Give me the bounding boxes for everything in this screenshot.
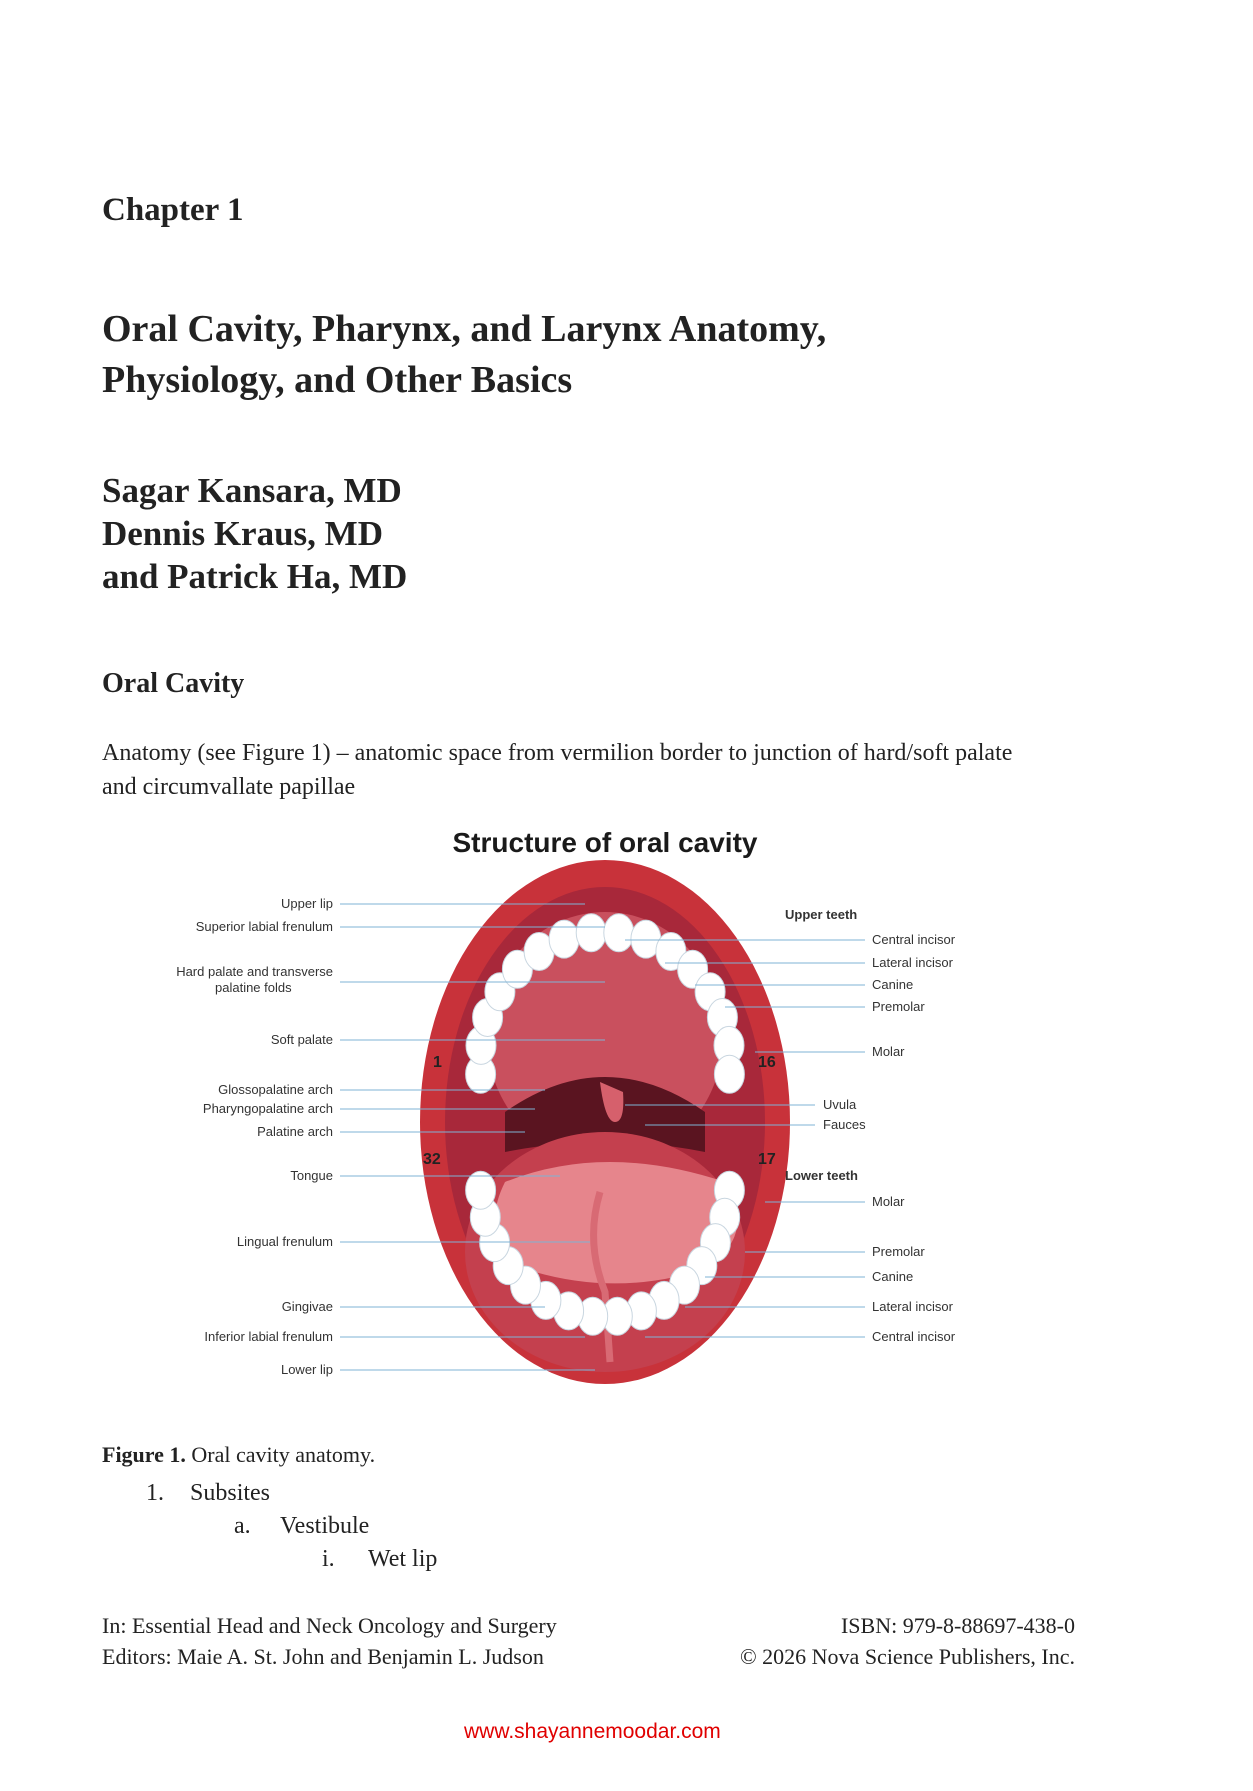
upper-teeth-heading: Upper teeth [785,907,858,922]
label-upper-canine: Canine [872,977,914,992]
label-inferior-labial-frenulum: Inferior labial frenulum [204,1329,333,1344]
caption-text: Oral cavity anatomy. [185,1442,376,1467]
label-palatine-arch: Palatine arch [257,1124,333,1139]
tooth [714,1055,744,1093]
label-upper-central-incisor: Central incisor [872,932,956,947]
label-upper-lip: Upper lip [280,896,333,911]
list-item: Wet lip [368,1546,438,1572]
footer-line: Editors: Maie A. St. John and Benjamin L. Judson [102,1644,544,1669]
label-upper-premolar: Premolar [872,999,925,1014]
tooth [549,920,579,958]
list-marker: i. [322,1546,335,1572]
label-gingivae: Gingivae [281,1299,333,1314]
author: and Patrick Ha, MD [102,557,408,596]
label-lingual-frenulum: Lingual frenulum [236,1234,333,1249]
label-fauces: Fauces [823,1117,866,1132]
footer-line: ISBN: 979-8-88697-438-0 [840,1613,1075,1638]
label-glossopalatine-arch: Glossopalatine arch [218,1082,333,1097]
website-link[interactable]: www.shayannemoodar.com [464,1720,721,1743]
title-line: Oral Cavity, Pharynx, and Larynx Anatomy, [102,308,827,350]
body-paragraph [102,736,1162,804]
label-superior-labial-frenulum: Superior labial frenulum [195,919,333,934]
author: Dennis Kraus, MD [102,514,383,553]
figure-title: Structure of oral cavity [452,827,758,858]
label-uvula: Uvula [823,1097,857,1112]
oral-cavity-figure [176,822,995,1412]
label-lower-canine: Canine [872,1269,914,1284]
paragraph-line: and circumvallate papillae [102,774,356,800]
chapter-title [102,304,826,406]
label-lower-lateral-incisor: Lateral incisor [872,1299,953,1314]
footer-line: © 2026 Nova Science Publishers, Inc. [739,1644,1075,1669]
tooth [604,914,634,952]
tooth [576,914,606,952]
section-heading: Oral Cavity [102,668,245,699]
list-item: Vestibule [280,1513,370,1539]
list-marker: a. [234,1513,251,1539]
label-upper-molar: Molar [872,1044,905,1059]
footer-line: In: Essential Head and Neck Oncology and Surgery [102,1613,557,1638]
list-marker: 1. [146,1480,164,1506]
paragraph-line: Anatomy (see Figure 1) – anatomic space from vermilion border to junction of hard/soft palate [102,740,1013,766]
figure-caption [102,1442,375,1468]
label-upper-lateral-incisor: Lateral incisor [872,955,953,970]
footer-publisher-info [740,1610,1075,1672]
label-palatine-folds: palatine folds [215,980,292,995]
lower-teeth-heading: Lower teeth [785,1168,858,1183]
oral-cavity-illustration [176,822,995,1412]
chapter-label: Chapter 1 [102,192,244,228]
tooth-number: 16 [758,1054,776,1071]
label-soft-palate: Soft palate [270,1032,333,1047]
label-hard-palate: Hard palate and transverse [176,964,333,979]
list-item: Subsites [190,1480,271,1506]
label-lower-lip: Lower lip [280,1362,333,1377]
tooth-number: 17 [758,1151,776,1168]
author: Sagar Kansara, MD [102,471,402,510]
tooth-number: 32 [423,1151,441,1168]
label-tongue: Tongue [290,1168,333,1183]
author-list [102,469,407,598]
caption-label: Figure 1. [102,1442,186,1467]
title-line: Physiology, and Other Basics [102,359,573,401]
tooth [466,1171,496,1209]
footer-book-info [102,1610,557,1672]
label-lower-premolar: Premolar [872,1244,925,1259]
tooth-number: 1 [433,1054,442,1071]
label-lower-central-incisor: Central incisor [872,1329,956,1344]
label-lower-molar: Molar [872,1194,905,1209]
label-pharyngopalatine-arch: Pharyngopalatine arch [202,1101,333,1116]
